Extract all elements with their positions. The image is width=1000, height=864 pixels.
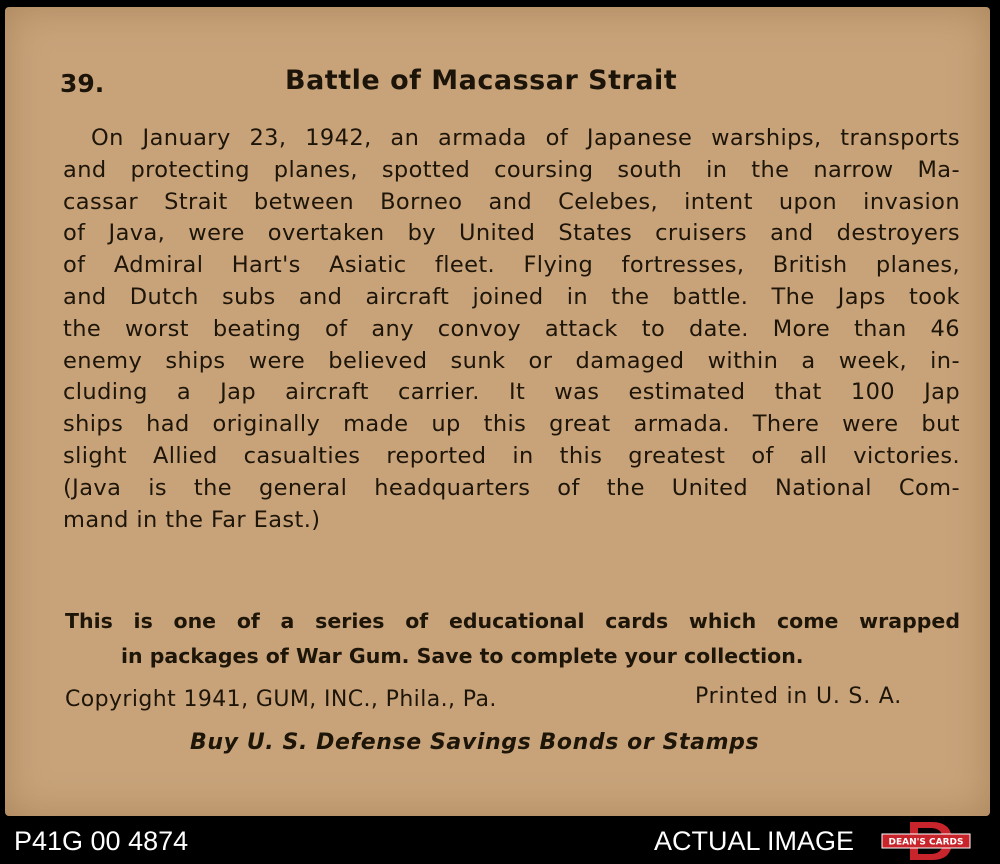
body-line: enemy ships were believed sunk or damaged within a week, in-: [63, 347, 960, 374]
body-line: slight Allied casualties reported in this greatest of all victories.: [63, 442, 960, 469]
printed-in-text: Printed in U. S. A.: [695, 684, 903, 709]
series-note: [65, 604, 960, 674]
defense-bonds-text: Buy U. S. Defense Savings Bonds or Stamps: [190, 730, 760, 755]
body-line: (Java is the general headquarters of the United National Com-: [63, 474, 960, 501]
series-note-line: This is one of a series of educational cards which come wrapped: [65, 609, 960, 633]
card-number: 39.: [60, 69, 105, 98]
svg-text:DEAN'S CARDS: DEAN'S CARDS: [888, 837, 964, 848]
body-line: of Admiral Hart's Asiatic fleet. Flying fortresses, British planes,: [63, 252, 960, 279]
body-line: and protecting planes, spotted coursing south in the narrow Ma-: [63, 156, 960, 183]
item-id-label: P41G 00 4874: [14, 826, 189, 856]
card-body-text: [63, 123, 960, 536]
body-line: the worst beating of any convoy attack to date. More than 46: [63, 315, 960, 342]
card-title: Battle of Macassar Strait: [285, 65, 678, 96]
trading-card-back: [5, 7, 990, 816]
body-line: of Java, were overtaken by United States cruisers and destroyers: [63, 220, 960, 247]
copyright-text: Copyright 1941, GUM, INC., Phila., Pa.: [65, 687, 497, 712]
body-line: mand in the Far East.): [63, 506, 321, 533]
body-line: cluding a Jap aircraft carrier. It was estimated that 100 Jap: [63, 379, 960, 406]
body-line: and Dutch subs and aircraft joined in the battle. The Japs took: [63, 283, 960, 310]
body-line: ships had originally made up this great armada. There were but: [63, 411, 960, 438]
deans-cards-logo: [880, 820, 972, 862]
actual-image-label: ACTUAL IMAGE: [654, 826, 855, 856]
body-line: cassar Strait between Borneo and Celebes, intent upon invasion: [63, 188, 960, 215]
series-note-line: in packages of War Gum. Save to complete your collection.: [121, 644, 804, 668]
body-line: On January 23, 1942, an armada of Japanese warships, transports: [91, 125, 960, 151]
